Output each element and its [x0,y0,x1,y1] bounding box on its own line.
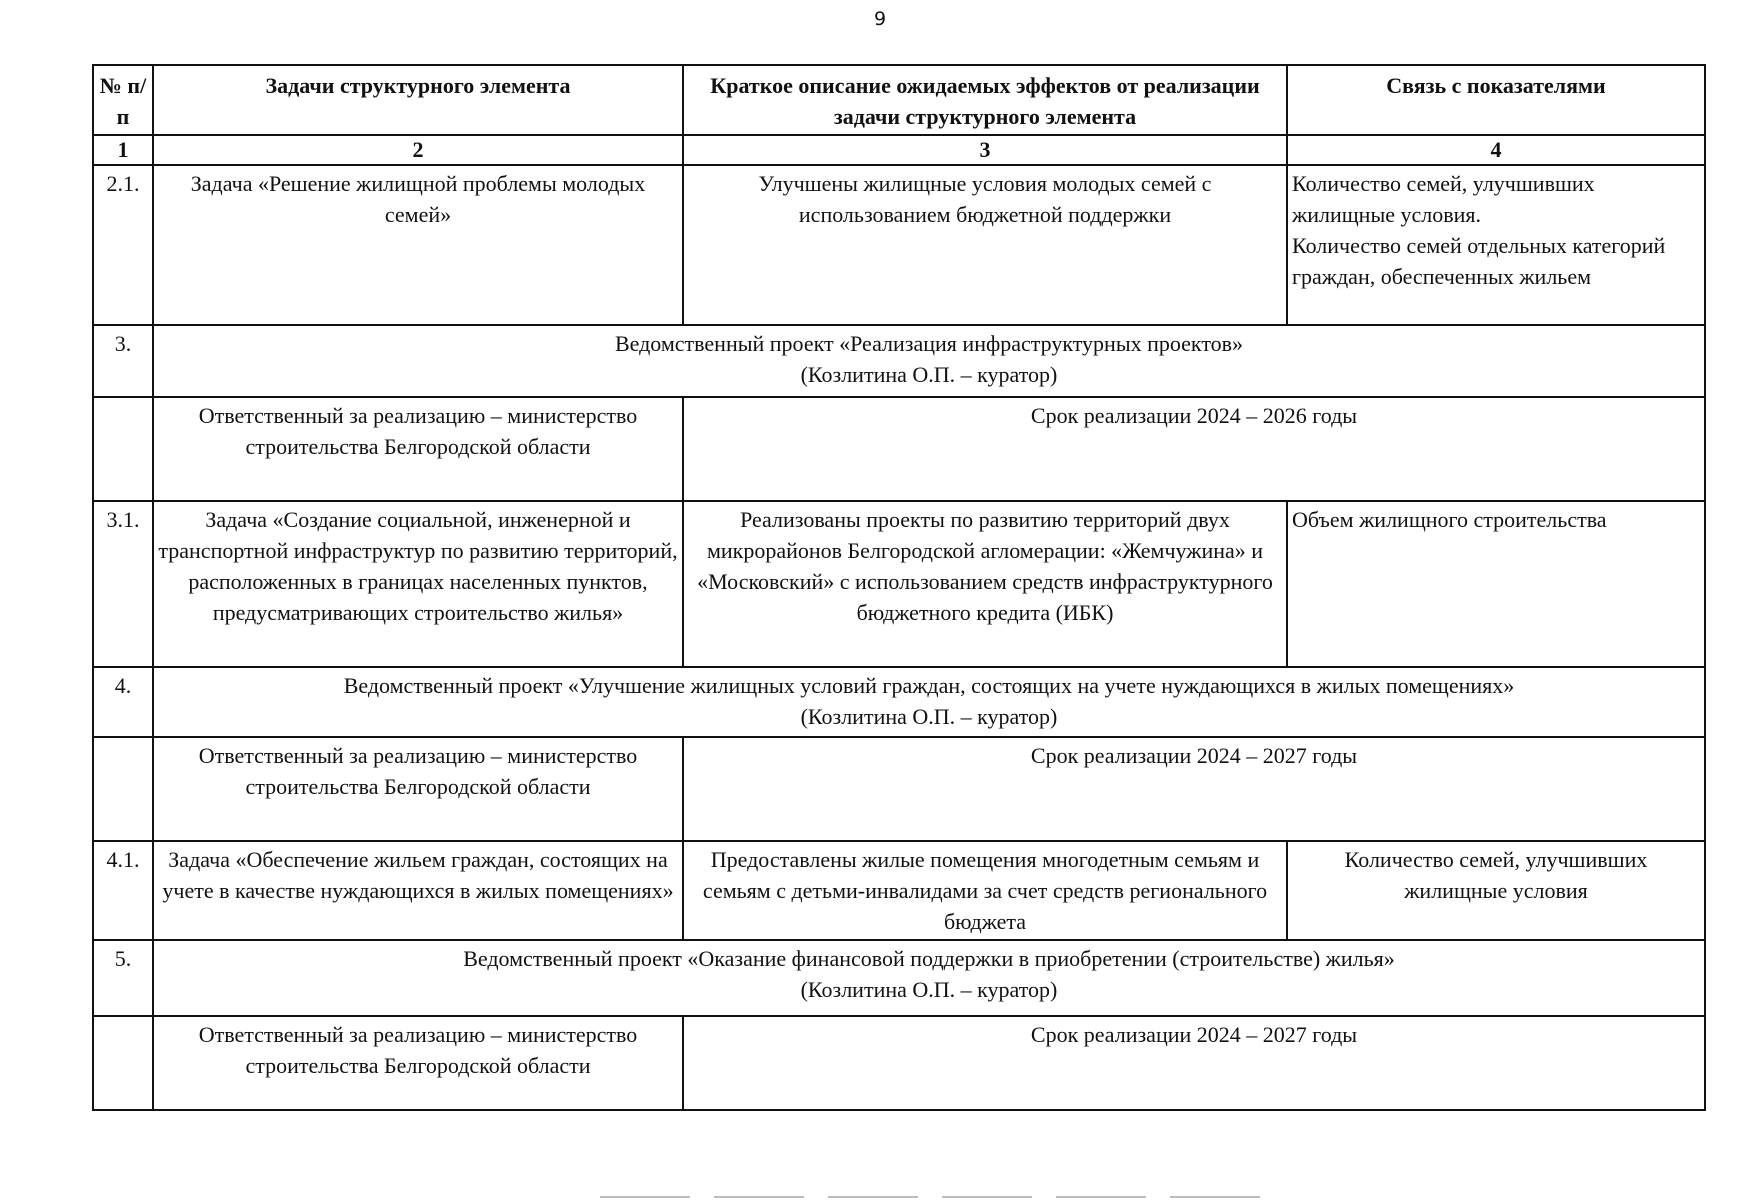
term-cell: Срок реализации 2024 – 2027 годы [683,737,1705,841]
empty-cell [93,397,153,501]
column-number-2: 2 [153,135,683,165]
project-title-cell [153,667,1705,737]
scan-artifact-rule [1170,1196,1260,1198]
indicator-cell [1287,165,1705,325]
indicator-cell: Объем жилищного строительства [1287,501,1705,667]
effect-cell: Улучшены жилищные условия молодых семей с использованием бюджетной поддержки [683,165,1287,325]
effect-cell: Реализованы проекты по развитию территорий двух микрорайонов Белгородской агломерации: «Жемчужина» и «Московский» с использованием средств инфраструктурного бюджетного кредита (ИБК) [683,501,1287,667]
responsible-cell: Ответственный за реализацию – министерство строительства Белгородской области [153,737,683,841]
scan-artifact-rule [828,1196,918,1198]
project-curator: (Козлитина О.П. – куратор) [800,977,1058,1002]
empty-cell [93,1016,153,1110]
project-title-cell [153,940,1705,1016]
table-header-row [93,65,1705,135]
scan-artifact-rule [1056,1196,1146,1198]
column-numbers-row [93,135,1705,165]
term-cell: Срок реализации 2024 – 2027 годы [683,1016,1705,1110]
page-number: 9 [873,8,887,30]
table-row [93,841,1705,940]
responsible-cell: Ответственный за реализацию – министерство строительства Белгородской области [153,397,683,501]
structural-elements-table [92,64,1706,1111]
project-title: Ведомственный проект «Улучшение жилищных условий граждан, состоящих на учете нуждающихся в жилых помещениях» [343,673,1515,698]
table-row [93,165,1705,325]
project-row [93,667,1705,737]
scan-artifact-rule [600,1196,690,1198]
header-number: № п/п [93,65,153,135]
empty-cell [93,737,153,841]
row-number: 2.1. [93,165,153,325]
responsible-row [93,397,1705,501]
project-title: Ведомственный проект «Реализация инфраструктурных проектов» [614,331,1244,356]
project-row [93,940,1705,1016]
header-tasks: Задачи структурного элемента [153,65,683,135]
row-number: 4.1. [93,841,153,940]
indicator-cell: Количество семей, улучшивших жилищные условия [1287,841,1705,940]
row-number: 5. [93,940,153,1016]
table-row [93,501,1705,667]
indicator-line: Количество семей отдельных категорий граждан, обеспеченных жильем [1292,233,1666,289]
column-number-3: 3 [683,135,1287,165]
header-effects: Краткое описание ожидаемых эффектов от реализации задачи структурного элемента [683,65,1287,135]
scan-artifact-rule [714,1196,804,1198]
task-cell: Задача «Создание социальной, инженерной и транспортной инфраструктур по развитию территорий, расположенных в границах населенных пунктов, предусматривающих строительство жилья» [153,501,683,667]
term-cell: Срок реализации 2024 – 2026 годы [683,397,1705,501]
scan-artifact-rule [942,1196,1032,1198]
responsible-row [93,1016,1705,1110]
header-indicators: Связь с показателями [1287,65,1705,135]
row-number: 3.1. [93,501,153,667]
project-title: Ведомственный проект «Оказание финансовой поддержки в приобретении (строительстве) жилья» [463,946,1395,971]
column-number-1: 1 [93,135,153,165]
column-number-4: 4 [1287,135,1705,165]
row-number: 3. [93,325,153,397]
task-cell: Задача «Обеспечение жильем граждан, состоящих на учете в качестве нуждающихся в жилых помещениях» [153,841,683,940]
responsible-cell: Ответственный за реализацию – министерство строительства Белгородской области [153,1016,683,1110]
project-row [93,325,1705,397]
indicator-line: Количество семей, улучшивших жилищные условия. [1292,171,1595,227]
project-curator: (Козлитина О.П. – куратор) [800,704,1058,729]
project-curator: (Козлитина О.П. – куратор) [800,362,1058,387]
row-number: 4. [93,667,153,737]
responsible-row [93,737,1705,841]
project-title-cell [153,325,1705,397]
effect-cell: Предоставлены жилые помещения многодетным семьям и семьям с детьми-инвалидами за счет средств регионального бюджета [683,841,1287,940]
task-cell: Задача «Решение жилищной проблемы молодых семей» [153,165,683,325]
